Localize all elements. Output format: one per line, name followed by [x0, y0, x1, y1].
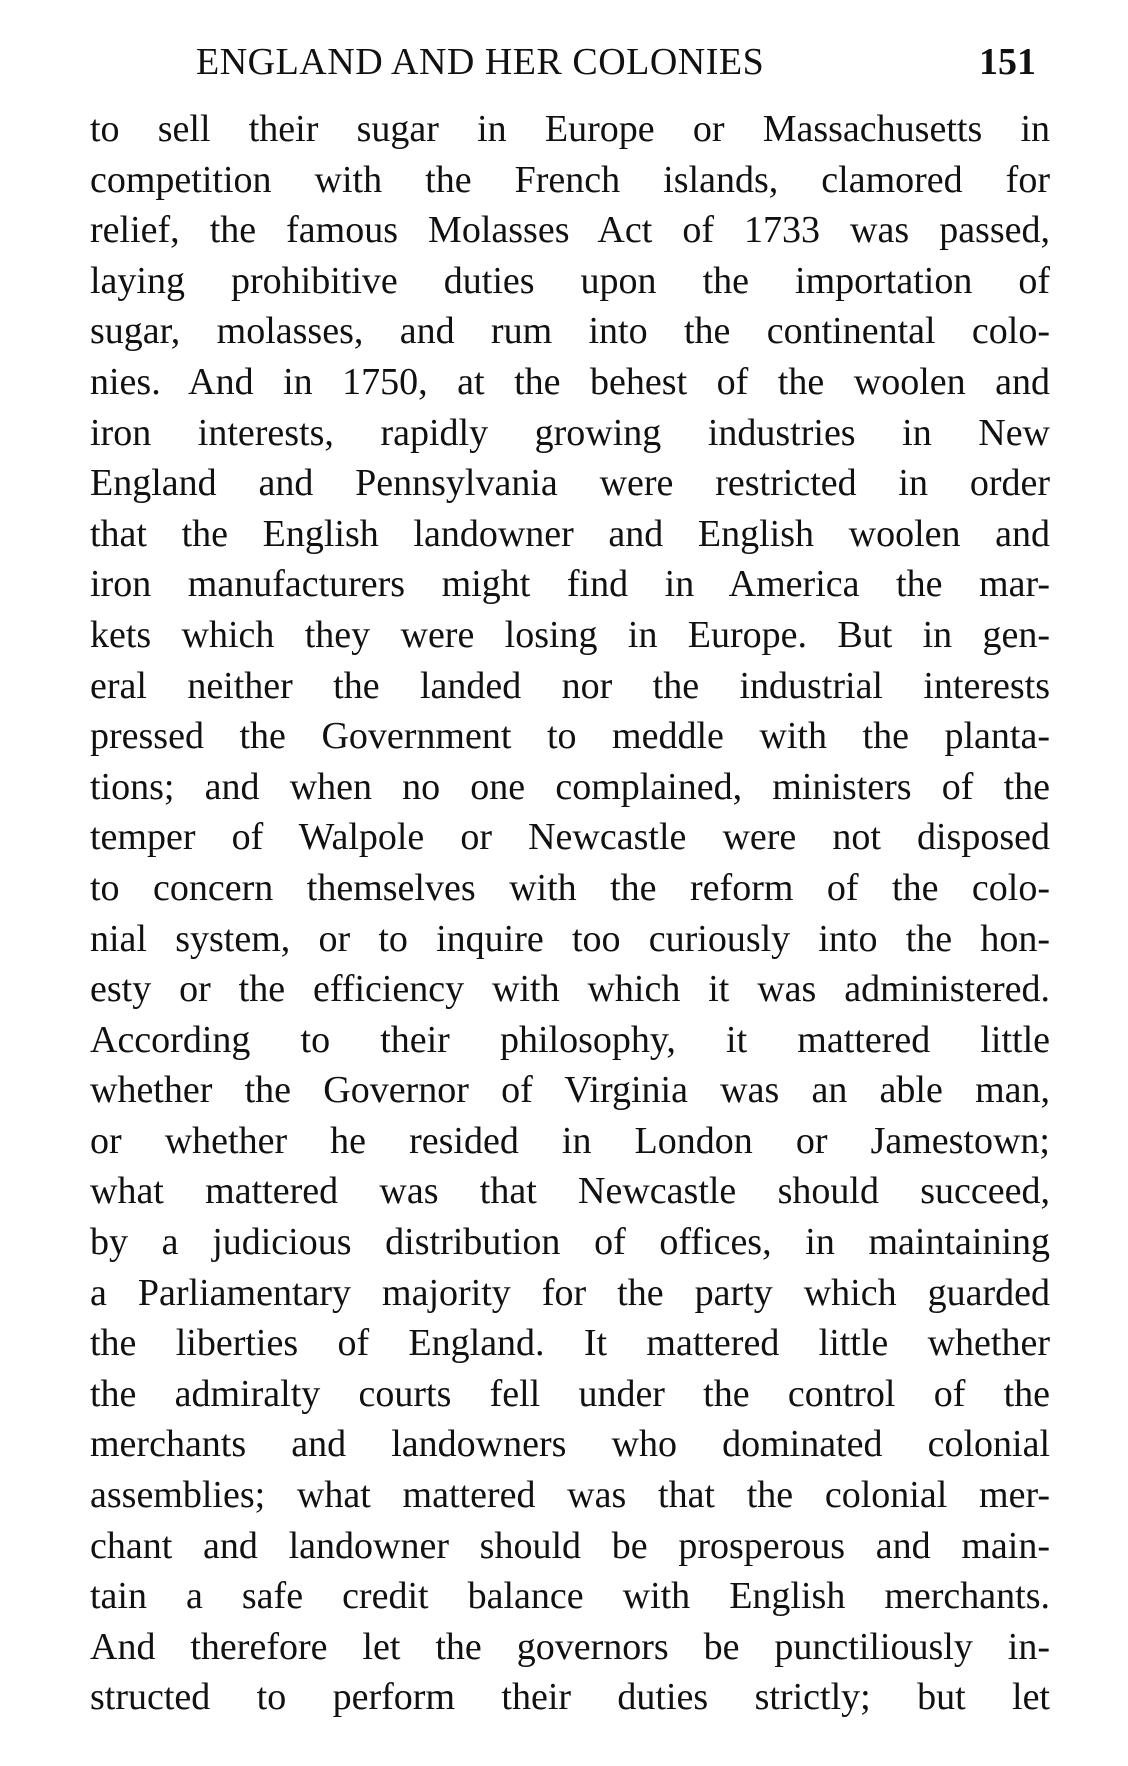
text-line: According to their philosophy, it mattered little: [90, 1018, 1050, 1061]
text-line: to sell their sugar in Europe or Massachusetts in: [90, 108, 1050, 150]
text-line: chant and landowner should be prosperous and main-: [90, 1524, 1050, 1567]
text-line: nial system, or to inquire too curiously into the hon-: [90, 917, 1050, 960]
text-line: competition with the French islands, clamored for: [90, 158, 1050, 201]
text-line: pressed the Government to meddle with the planta-: [90, 715, 1050, 758]
running-head: [90, 40, 1052, 96]
text-line: And therefore let the governors be punctiliously in-: [90, 1625, 1050, 1668]
text-line: kets which they were losing in Europe. But in gen-: [90, 613, 1050, 656]
text-line: relief, the famous Molasses Act of 1733 was passed,: [90, 209, 1050, 252]
text-line: to concern themselves with the reform of the colo-: [90, 866, 1050, 909]
text-line: what mattered was that Newcastle should succeed,: [90, 1170, 1050, 1213]
text-line: by a judicious distribution of offices, in maintaining: [90, 1221, 1050, 1264]
text-line: the liberties of England. It mattered little whether: [90, 1322, 1050, 1365]
text-line: temper of Walpole or Newcastle were not disposed: [90, 816, 1050, 859]
running-title: ENGLAND AND HER COLONIES: [196, 41, 765, 83]
text-line: England and Pennsylvania were restricted in order: [90, 462, 1050, 505]
text-line: structed to perform their duties strictly; but let: [90, 1676, 1050, 1719]
text-line: whether the Governor of Virginia was an able man,: [90, 1069, 1050, 1112]
text-line: a Parliamentary majority for the party which guarded: [90, 1271, 1050, 1314]
text-line: assemblies; what mattered was that the colonial mer-: [90, 1474, 1050, 1517]
text-line: that the English landowner and English woolen and: [90, 512, 1050, 555]
body-text: [90, 104, 1052, 1723]
text-line: eral neither the landed nor the industrial interests: [90, 664, 1050, 707]
text-line: tain a safe credit balance with English merchants.: [90, 1575, 1050, 1618]
text-line: nies. And in 1750, at the behest of the woolen and: [90, 360, 1050, 403]
text-line: or whether he resided in London or Jamestown;: [90, 1119, 1050, 1162]
text-line: iron interests, rapidly growing industries in New: [90, 411, 1050, 454]
text-line: tions; and when no one complained, ministers of the: [90, 765, 1050, 808]
text-line: laying prohibitive duties upon the importation of: [90, 259, 1050, 302]
text-line: iron manufacturers might find in America the mar-: [90, 563, 1050, 606]
page-number: 151: [979, 41, 1036, 83]
text-line: sugar, molasses, and rum into the continental colo-: [90, 310, 1050, 353]
text-line: merchants and landowners who dominated colonial: [90, 1423, 1050, 1466]
text-line: esty or the efficiency with which it was administered.: [90, 968, 1050, 1011]
text-line: the admiralty courts fell under the control of the: [90, 1372, 1050, 1415]
